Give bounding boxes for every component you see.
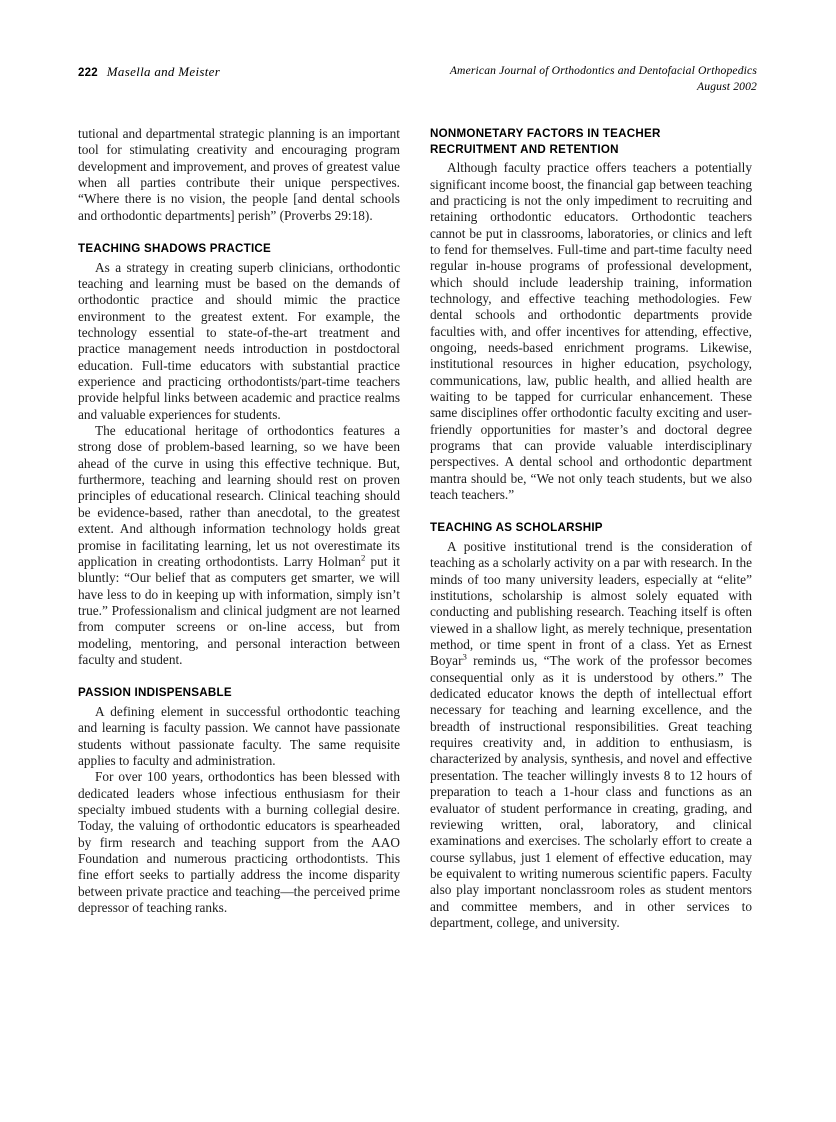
paragraph-text-a: The educational heritage of orthodontics features a strong dose of problem-based learning, so we have been ahead of the curve in using this effective technique. But, furthermore, teaching and learning should rest on proven principles of educational research. Clinical teaching should be evidence-based, rather than anecdotal, to the greatest extent. And although information technology holds great promise in facilitating learning, let us not overestimate its application in creating orthodontists. Larry Holman: [78, 423, 400, 569]
running-head-right: [450, 63, 757, 94]
running-head: [78, 63, 757, 103]
paragraph-text-a: A positive institutional trend is the consideration of teaching as a scholarly activity on a par with research. In the minds of too many university leaders, especially at “elite” institutions, scholarship is almost solely equated with conducting and publishing research. Teaching itself is often viewed in a shallow light, as merely technique, presentation method, or time spent in front of a class. Yet as Ernest Boyar: [430, 539, 752, 669]
reference-marker-3: 3: [462, 651, 467, 662]
running-head-authors: Masella and Meister: [106, 64, 221, 79]
paragraph-educational-heritage: [78, 423, 400, 668]
paragraph-text-b: put it bluntly: “Our belief that as computers get smarter, we will have less to do in keeping up with information, simply isn’t true.” Professionalism and clinical judgment are not learned from computer screens or on-line access, but from modeling, mentoring, and personal interaction between faculty and student.: [78, 553, 400, 667]
paragraph-although-faculty-practice: Although faculty practice offers teachers a potentially significant income boost, the financial gap between teaching and practicing is not the only impediment to recruiting and retaining orthodontic educators. Orthodontic teachers cannot be put in classrooms, laboratories, or clinics and left to fend for themselves. Full-time and part-time faculty need regular in-house programs of professional development, which should include leadership training, information technology, and effective teaching methodologies. Few dental schools and orthodontic departments provide faculties with, and offer incentives for attending, effective, ongoing, needs-based enrichment programs. Likewise, institutional resources in higher education, psychology, communications, law, public health, and allied health are waiting to be tapped for curricular enhancement. These same disciplines offer orthodontic faculty exciting and user-friendly opportunities for master’s and doctoral degree programs that can provide valuable interdisciplinary perspectives. A dental school and orthodontic department mantra should be, “We not only teach students, but we also teach teachers.”: [430, 160, 752, 503]
left-column: [78, 126, 400, 916]
journal-title: American Journal of Orthodontics and Dentofacial Orthopedics: [449, 64, 757, 77]
spacer: [78, 224, 400, 241]
running-head-left: [78, 63, 220, 81]
reference-marker-2: 2: [360, 552, 366, 563]
spacer: [430, 503, 752, 520]
paragraph-for-over-100-years: For over 100 years, orthodontics has been blessed with dedicated leaders whose infectious enthusiasm for their specialty imbued students with a burning collegial desire. Today, the valuing of orthodontic educators is spearheaded by firm research and teaching support from the AAO Foundation and numerous practicing orthodontists. This fine effort seeks to partially address the income disparity between private practice and teaching—the perceived prime depressor of teaching ranks.: [78, 769, 400, 915]
spacer: [78, 668, 400, 685]
right-column: [430, 126, 752, 931]
page-number: 222: [78, 67, 98, 79]
paragraph-text-b: reminds us, “The work of the professor becomes consequential only as it is understood by others.” The dedicated educator knows the depth of intellectual effort necessary for teaching and learning excellence, and the breadth of instructional responsibilities. Great teaching requires creativity and, in addition to enthusiasm, is characterized by analysis, synthesis, and novel and effective presentation. The teacher willingly invests 8 to 12 hours of preparation to teach a 1-hour class and functions as an evaluator of student performance in creating, grading, and reviewing written, oral, laboratory, and clinical examinations and exercises. The scholarly effort to create a course syllabus, just 1 element of effective education, may be equivalent to writing numerous scientific papers. Faculty also play important nonclassroom roles as student mentors and committee members, and in other services to department, college, and university.: [430, 653, 752, 930]
section-heading-teaching-shadows-practice: TEACHING SHADOWS PRACTICE: [78, 242, 272, 256]
paragraph-continued: tutional and departmental strategic planning is an important tool for stimulating creativity and encouraging program development and improvement, and proves of greatest value when all parties contribute their unique perspectives. “Where there is no vision, the people [and dental schools and orthodontic departments] perish” (Proverbs 29:18).: [78, 126, 400, 223]
section-heading-passion-indispensable: PASSION INDISPENSABLE: [78, 686, 232, 700]
section-heading-nonmonetary-factors-line1: NONMONETARY FACTORS IN TEACHER: [430, 127, 661, 140]
paragraph-defining-element: A defining element in successful orthodontic teaching and learning is faculty passion. We cannot have passionate students without passionate faculty. The same requisite applies to faculty and administration.: [78, 703, 400, 768]
section-heading-teaching-as-scholarship: TEACHING AS SCHOLARSHIP: [430, 521, 603, 535]
issue-date: August 2002: [697, 79, 757, 93]
section-heading-nonmonetary-factors-line2: RECRUITMENT AND RETENTION: [430, 142, 619, 156]
paragraph-positive-institutional-trend: [430, 539, 752, 931]
paragraph-strategy-superb-clinicians: As a strategy in creating superb clinicians, orthodontic teaching and learning must be based on the demands of orthodontic practice and should mimic the practice environment to the greatest extent. For example, the technology essential to state-of-the-art treatment and practice management needs introduction in postdoctoral education. Full-time educators with substantial practice experience and practicing orthodontists/part-time teachers provide helpful links between academic and practice realms and valuable experiences for students.: [78, 259, 400, 422]
